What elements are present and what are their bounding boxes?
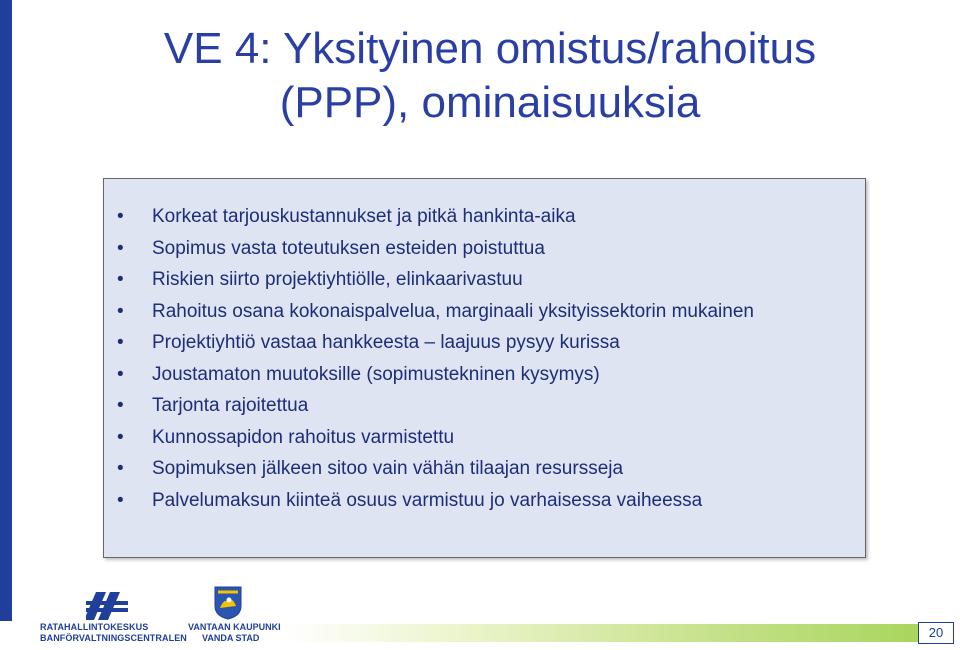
vantaa-logo	[188, 586, 281, 650]
page-number: 20	[918, 622, 954, 644]
bullet-list-box	[103, 178, 866, 558]
rhk-name-swedish: BANFÖRVALTNINGSCENTRALEN	[40, 633, 187, 643]
list-item-text: Riskien siirto projektiyhtiölle, elinkaarivastuu	[152, 269, 523, 290]
list-item-text: Tarjonta rajoitettua	[152, 395, 309, 416]
list-item-text: Rahoitus osana kokonaispalvelua, marginaali yksityissektorin mukainen	[152, 300, 754, 322]
bullet-marker: •	[117, 206, 124, 227]
bullet-marker: •	[117, 458, 124, 479]
bullet-list	[104, 201, 865, 516]
rhk-name-finnish: RATAHALLINTOKESKUS	[40, 622, 149, 632]
list-item	[104, 390, 865, 422]
bullet-marker: •	[117, 237, 124, 259]
slide-title-line-1: VE 4: Yksityinen omistus/rahoitus	[163, 24, 817, 73]
list-item	[104, 296, 865, 328]
bullet-marker: •	[117, 363, 124, 385]
bullet-marker: •	[117, 332, 124, 353]
list-item-text: Palvelumaksun kiinteä osuus varmistuu jo varhaisessa vaiheessa	[152, 489, 703, 511]
slide-title	[60, 22, 920, 130]
bullet-marker: •	[117, 395, 124, 416]
bullet-marker: •	[117, 489, 124, 511]
footer-green-strip	[282, 624, 918, 642]
list-item	[104, 422, 865, 454]
ratahallintokeskus-logo	[40, 586, 187, 650]
slide-title-line-2: (PPP), ominaisuuksia	[279, 78, 701, 127]
bullet-marker: •	[117, 269, 124, 290]
list-item-text: Korkeat tarjouskustannukset ja pitkä hankinta-aika	[152, 206, 576, 227]
bullet-marker: •	[117, 300, 124, 322]
list-item-text: Projektiyhtiö vastaa hankkeesta – laajuus pysyy kurissa	[152, 332, 620, 353]
list-item-text: Sopimuksen jälkeen sitoo vain vähän tilaajan resursseja	[152, 458, 624, 479]
list-item	[104, 359, 865, 391]
list-item	[104, 485, 865, 517]
rhk-emblem-icon	[86, 592, 128, 620]
list-item	[104, 453, 865, 485]
vantaa-name-finnish: VANTAAN KAUPUNKI	[188, 622, 281, 632]
list-item	[104, 264, 865, 296]
left-accent-bar	[0, 0, 12, 621]
vantaa-crest-icon	[214, 586, 242, 620]
bullet-marker: •	[117, 426, 124, 448]
list-item-text: Joustamaton muutoksille (sopimustekninen kysymys)	[152, 363, 600, 385]
list-item	[104, 233, 865, 265]
list-item-text: Sopimus vasta toteutuksen esteiden poistuttua	[152, 237, 545, 259]
list-item-text: Kunnossapidon rahoitus varmistettu	[152, 426, 455, 448]
list-item	[104, 201, 865, 233]
vantaa-name-swedish: VANDA STAD	[202, 633, 260, 643]
list-item	[104, 327, 865, 359]
